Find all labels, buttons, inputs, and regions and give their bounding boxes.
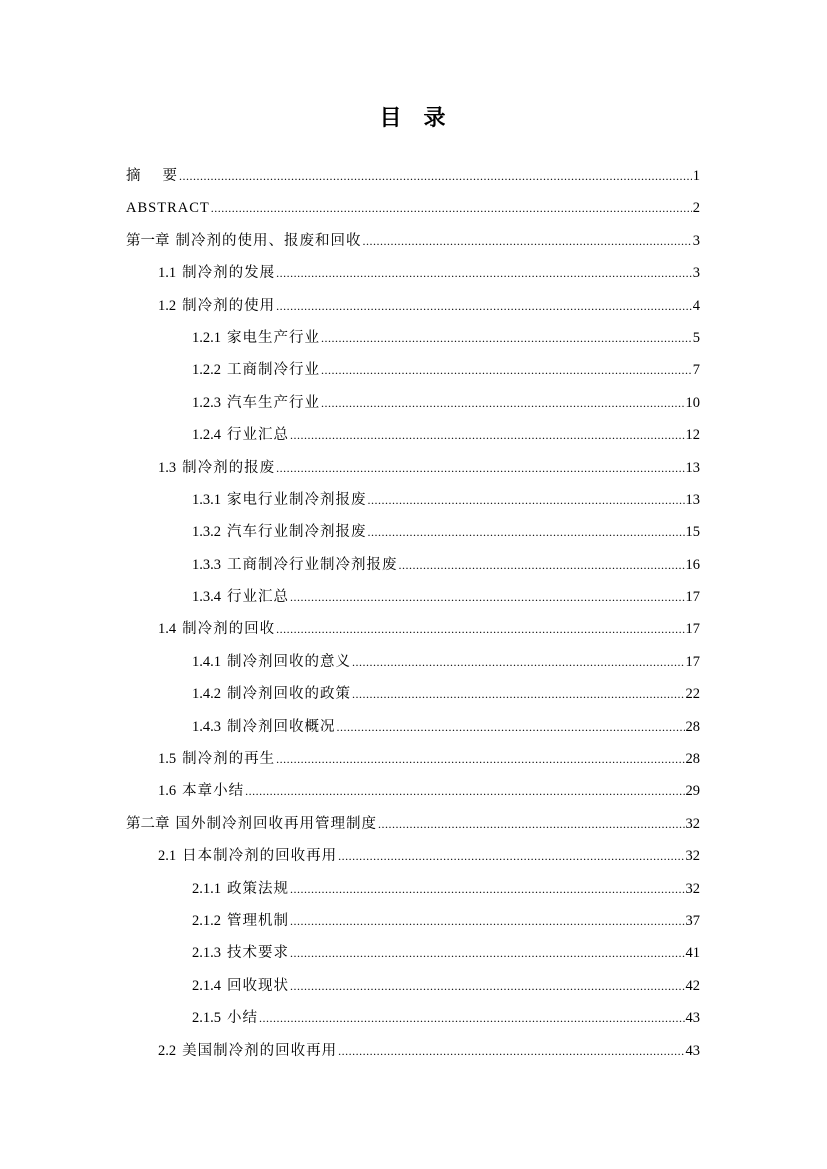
toc-entry[interactable] bbox=[126, 840, 700, 872]
toc-entry[interactable] bbox=[126, 646, 700, 678]
toc-entry-number: 1.2.4 bbox=[192, 427, 221, 444]
toc-entry[interactable] bbox=[126, 613, 700, 645]
toc-entry-number: 1.3.1 bbox=[192, 491, 221, 508]
toc-entry-title: 工商制冷行业制冷剂报废 bbox=[227, 556, 398, 573]
dot-leader bbox=[211, 192, 692, 224]
toc-entry-title: 汽车行业制冷剂报废 bbox=[227, 524, 367, 541]
toc-entry-page-number: 7 bbox=[692, 362, 700, 379]
toc-entry[interactable] bbox=[126, 160, 700, 192]
toc-entry-number: 第一章 bbox=[126, 232, 170, 249]
dot-leader bbox=[276, 257, 692, 289]
toc-entry-label bbox=[192, 484, 367, 516]
toc-entry-number: 1.4 bbox=[158, 621, 177, 638]
toc-entry-title: 小结 bbox=[227, 1010, 258, 1027]
toc-entry-label bbox=[158, 1035, 337, 1067]
dot-leader bbox=[290, 873, 685, 905]
toc-entry-number: 1.6 bbox=[158, 783, 177, 800]
toc-entry-title: 国外制冷剂回收再用管理制度 bbox=[175, 815, 377, 832]
toc-entry-label bbox=[158, 775, 244, 807]
toc-entry-number: 1.2.3 bbox=[192, 394, 221, 411]
toc-entry[interactable] bbox=[126, 937, 700, 969]
toc-entry-number: 1.2 bbox=[158, 297, 177, 314]
dot-leader bbox=[378, 808, 685, 840]
toc-entry-number: 1.3.3 bbox=[192, 556, 221, 573]
toc-entry[interactable] bbox=[126, 225, 700, 257]
toc-entry-title: 制冷剂的使用 bbox=[182, 297, 276, 314]
dot-leader bbox=[321, 322, 692, 354]
toc-entry-label bbox=[126, 160, 178, 192]
toc-entry-label bbox=[192, 678, 351, 710]
toc-entry[interactable] bbox=[126, 354, 700, 386]
toc-entry[interactable] bbox=[126, 387, 700, 419]
toc-entry-page-number: 17 bbox=[685, 589, 700, 606]
dot-leader bbox=[276, 743, 684, 775]
toc-entry-page-number: 43 bbox=[685, 1010, 700, 1027]
dot-leader bbox=[399, 549, 685, 581]
toc-entry-title: 制冷剂的回收 bbox=[182, 621, 276, 638]
toc-entry-number: 1.3 bbox=[158, 459, 177, 476]
toc-entry-page-number: 28 bbox=[685, 718, 700, 735]
toc-entry[interactable] bbox=[126, 1035, 700, 1067]
toc-entry-number: 2.1.3 bbox=[192, 945, 221, 962]
toc-entry[interactable] bbox=[126, 419, 700, 451]
toc-entry-label bbox=[192, 711, 336, 743]
dot-leader bbox=[352, 678, 685, 710]
toc-entry-label bbox=[158, 452, 275, 484]
toc-entry[interactable] bbox=[126, 581, 700, 613]
toc-entry-label bbox=[192, 354, 320, 386]
dot-leader bbox=[363, 225, 692, 257]
toc-entry-label bbox=[192, 1002, 258, 1034]
toc-entry[interactable] bbox=[126, 905, 700, 937]
toc-entry-title: 要 bbox=[162, 168, 178, 184]
toc-entry-title: 美国制冷剂的回收再用 bbox=[182, 1042, 338, 1059]
toc-entry-label bbox=[192, 419, 289, 451]
toc-entry-label bbox=[192, 549, 398, 581]
toc-entry[interactable] bbox=[126, 290, 700, 322]
toc-entry-label bbox=[192, 937, 289, 969]
toc-entry-number: 1.5 bbox=[158, 751, 177, 768]
toc-entry-number: 1.1 bbox=[158, 265, 177, 282]
toc-entry-page-number: 3 bbox=[692, 265, 700, 282]
title-char-1: 目 bbox=[379, 105, 404, 130]
toc-entry-page-number: 4 bbox=[692, 297, 700, 314]
toc-entry-page-number: 3 bbox=[692, 232, 700, 249]
dot-leader bbox=[290, 937, 685, 969]
dot-leader bbox=[290, 970, 685, 1002]
toc-entry-number: 2.1.5 bbox=[192, 1010, 221, 1027]
toc-entry-title: 技术要求 bbox=[227, 945, 289, 962]
toc-entry-page-number: 13 bbox=[685, 459, 700, 476]
toc-entry-page-number: 43 bbox=[685, 1042, 700, 1059]
toc-entry-page-number: 17 bbox=[685, 653, 700, 670]
toc-entry-title: 制冷剂的发展 bbox=[182, 265, 276, 282]
toc-entry-title: 行业汇总 bbox=[227, 427, 289, 444]
title-char-2: 录 bbox=[423, 105, 448, 130]
dot-leader bbox=[290, 905, 685, 937]
toc-entry-label bbox=[192, 322, 320, 354]
toc-entry-page-number: 28 bbox=[685, 751, 700, 768]
dot-leader bbox=[338, 1035, 684, 1067]
toc-entry-page-number: 13 bbox=[685, 491, 700, 508]
toc-entry[interactable] bbox=[126, 775, 700, 807]
toc-entry-number: 2.1 bbox=[158, 848, 177, 865]
toc-entry-page-number: 37 bbox=[685, 912, 700, 929]
dot-leader bbox=[368, 516, 685, 548]
toc-entry-label bbox=[192, 581, 289, 613]
toc-entry-label bbox=[126, 225, 362, 257]
toc-entry-number: 第二章 bbox=[126, 815, 170, 832]
toc-entry-number: 1.3.2 bbox=[192, 524, 221, 541]
toc-entry[interactable] bbox=[126, 743, 700, 775]
toc-entry-number: 2.2 bbox=[158, 1042, 177, 1059]
dot-leader bbox=[321, 387, 685, 419]
toc-entry-page-number: 1 bbox=[692, 168, 700, 184]
toc-entry-title: 制冷剂的报废 bbox=[182, 459, 276, 476]
dot-leader bbox=[368, 484, 685, 516]
toc-entry-label bbox=[158, 743, 275, 775]
toc-entry[interactable] bbox=[126, 322, 700, 354]
toc-entry-title: 家电行业制冷剂报废 bbox=[227, 491, 367, 508]
toc-entry-label bbox=[192, 970, 289, 1002]
toc-entry[interactable] bbox=[126, 516, 700, 548]
toc-entry-label bbox=[158, 290, 275, 322]
toc-entry-title: 回收现状 bbox=[227, 977, 289, 994]
table-of-contents bbox=[126, 160, 700, 1067]
toc-entry-title: 制冷剂回收的政策 bbox=[227, 686, 351, 703]
dot-leader bbox=[259, 1002, 685, 1034]
toc-entry-label bbox=[126, 808, 377, 840]
toc-entry-page-number: 2 bbox=[692, 200, 700, 217]
toc-entry-page-number: 5 bbox=[692, 329, 700, 346]
dot-leader bbox=[290, 419, 685, 451]
toc-entry-label bbox=[158, 613, 275, 645]
toc-entry[interactable] bbox=[126, 1002, 700, 1034]
dot-leader bbox=[290, 581, 685, 613]
toc-entry-page-number: 42 bbox=[685, 977, 700, 994]
toc-entry-number: 1.2.2 bbox=[192, 362, 221, 379]
toc-entry-title: 工商制冷行业 bbox=[227, 362, 320, 379]
toc-entry[interactable] bbox=[126, 192, 700, 224]
toc-entry-number: 1.4.2 bbox=[192, 686, 221, 703]
dot-leader bbox=[337, 711, 685, 743]
dot-leader bbox=[352, 646, 685, 678]
toc-entry[interactable] bbox=[126, 257, 700, 289]
toc-entry-label bbox=[192, 905, 289, 937]
toc-entry[interactable] bbox=[126, 808, 700, 840]
toc-entry-title: 制冷剂回收的意义 bbox=[227, 653, 351, 670]
dot-leader bbox=[179, 160, 692, 192]
toc-entry-title: 管理机制 bbox=[227, 912, 289, 929]
toc-entry-page-number: 16 bbox=[685, 556, 700, 573]
toc-entry-title: 汽车生产行业 bbox=[227, 394, 320, 411]
toc-entry-page-number: 15 bbox=[685, 524, 700, 541]
toc-entry-number: 摘 bbox=[126, 168, 141, 184]
toc-entry-page-number: 32 bbox=[685, 880, 700, 897]
dot-leader bbox=[276, 613, 684, 645]
toc-entry[interactable] bbox=[126, 484, 700, 516]
toc-entry-number: 1.4.1 bbox=[192, 653, 221, 670]
page-title bbox=[0, 103, 827, 133]
toc-entry-label bbox=[158, 840, 337, 872]
dot-leader bbox=[338, 840, 684, 872]
toc-entry-label bbox=[158, 257, 275, 289]
toc-entry-title: 家电生产行业 bbox=[227, 329, 320, 346]
toc-entry-title: 制冷剂的再生 bbox=[182, 751, 276, 768]
toc-entry-number: 1.4.3 bbox=[192, 718, 221, 735]
dot-leader bbox=[276, 452, 684, 484]
toc-entry[interactable] bbox=[126, 711, 700, 743]
dot-leader bbox=[276, 290, 692, 322]
toc-entry-label bbox=[192, 516, 367, 548]
toc-entry-page-number: 22 bbox=[685, 686, 700, 703]
toc-entry-page-number: 17 bbox=[685, 621, 700, 638]
toc-entry-title: 本章小结 bbox=[182, 783, 245, 800]
toc-entry-page-number: 10 bbox=[685, 394, 700, 411]
toc-entry-number: 2.1.4 bbox=[192, 977, 221, 994]
toc-entry[interactable] bbox=[126, 873, 700, 905]
toc-entry[interactable] bbox=[126, 452, 700, 484]
toc-entry-number: 2.1.2 bbox=[192, 912, 221, 929]
toc-entry[interactable] bbox=[126, 678, 700, 710]
toc-entry-title: 制冷剂回收概况 bbox=[227, 718, 336, 735]
toc-entry-page-number: 41 bbox=[685, 945, 700, 962]
toc-entry-title: ABSTRACT bbox=[126, 200, 210, 217]
dot-leader bbox=[321, 354, 692, 386]
toc-entry-number: 2.1.1 bbox=[192, 880, 221, 897]
toc-entry-title: 日本制冷剂的回收再用 bbox=[182, 848, 338, 865]
toc-entry[interactable] bbox=[126, 549, 700, 581]
toc-entry-page-number: 32 bbox=[685, 848, 700, 865]
toc-entry-page-number: 32 bbox=[685, 815, 700, 832]
toc-entry-label bbox=[126, 192, 210, 224]
toc-entry-title: 行业汇总 bbox=[227, 589, 289, 606]
dot-leader bbox=[245, 775, 684, 807]
toc-entry-page-number: 12 bbox=[685, 427, 700, 444]
toc-entry-label bbox=[192, 387, 320, 419]
toc-entry-title: 政策法规 bbox=[227, 880, 289, 897]
toc-entry-label bbox=[192, 646, 351, 678]
toc-entry-title: 制冷剂的使用、报废和回收 bbox=[175, 232, 362, 249]
toc-entry-number: 1.3.4 bbox=[192, 589, 221, 606]
toc-entry-page-number: 29 bbox=[685, 783, 700, 800]
toc-entry-label bbox=[192, 873, 289, 905]
toc-entry[interactable] bbox=[126, 970, 700, 1002]
toc-entry-number: 1.2.1 bbox=[192, 329, 221, 346]
